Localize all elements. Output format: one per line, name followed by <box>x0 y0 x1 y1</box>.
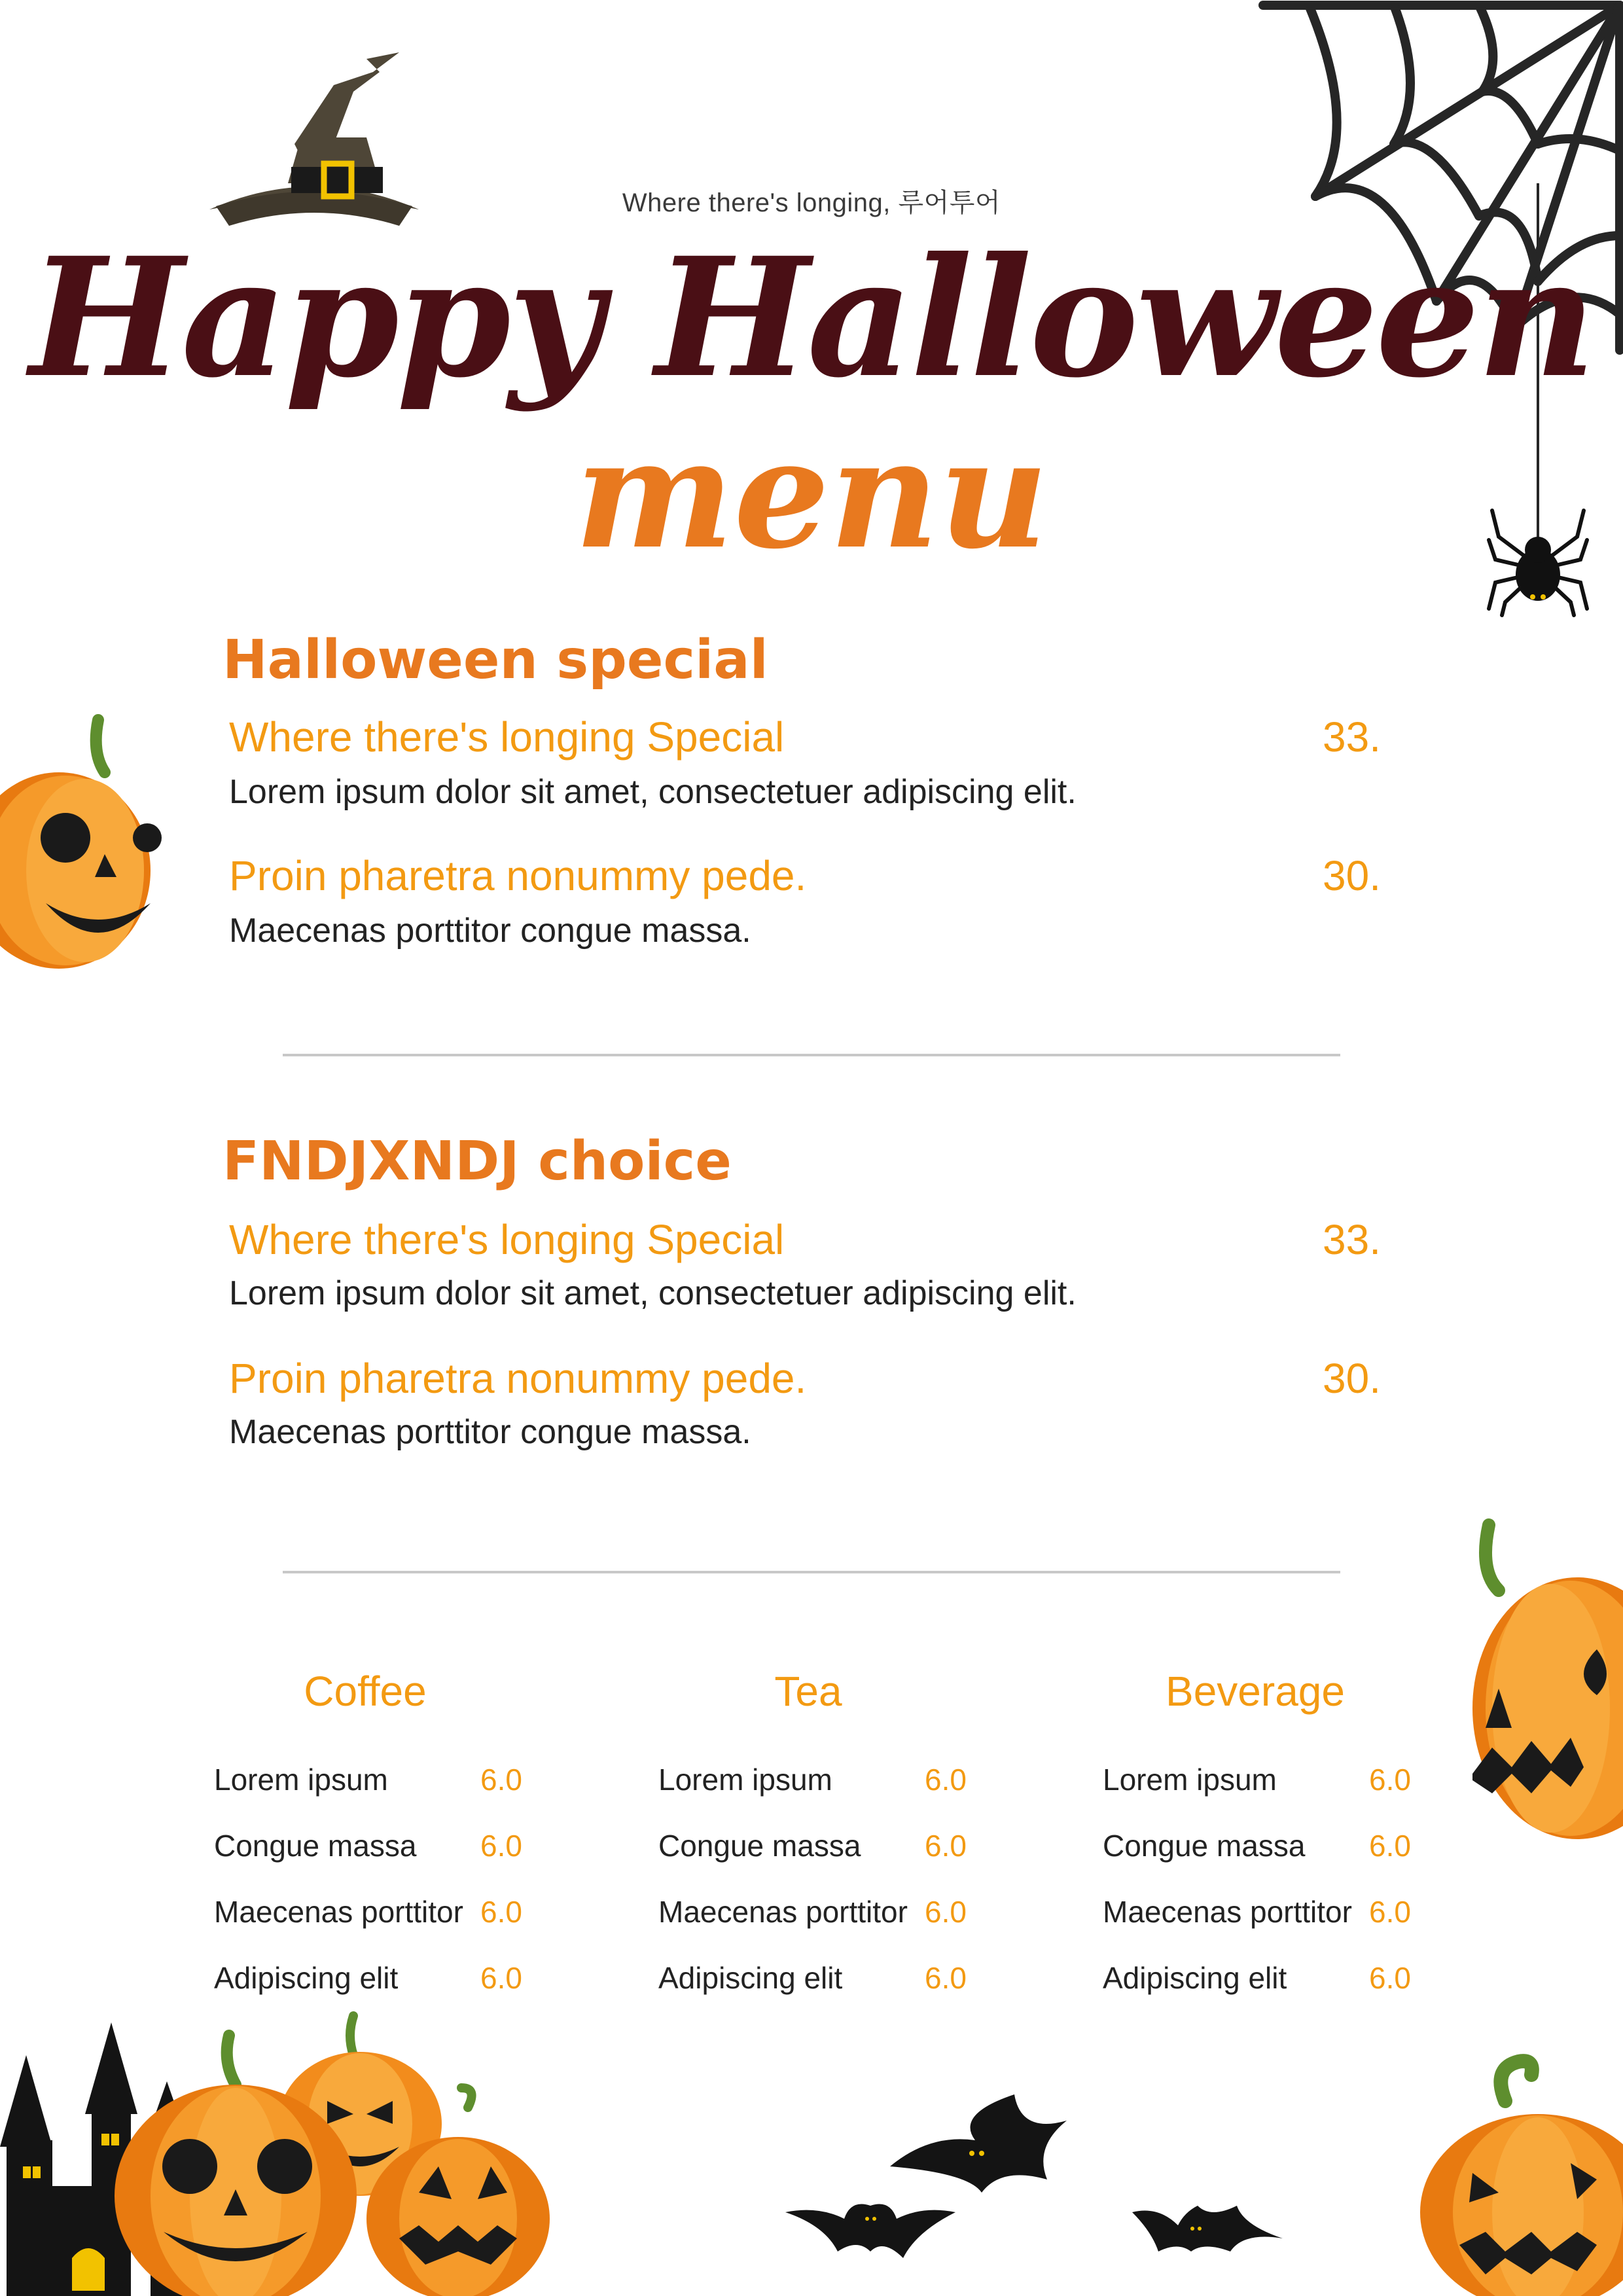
drink-name: Congue massa <box>1103 1829 1306 1863</box>
drink-name: Lorem ipsum <box>1103 1763 1277 1797</box>
menu-item-desc: Lorem ipsum dolor sit amet, consectetuer adipiscing elit. <box>229 1274 1077 1312</box>
menu-item-desc: Maecenas porttitor congue massa. <box>229 912 751 950</box>
drink-name: Lorem ipsum <box>658 1763 832 1797</box>
menu-item-name: Where there's longing Special <box>229 1216 785 1263</box>
pumpkin-icon <box>111 2009 556 2296</box>
drink-price: 6.0 <box>480 1961 522 1995</box>
drinks-column-title: Beverage <box>1166 1668 1345 1715</box>
drinks-column-title: Coffee <box>304 1668 427 1715</box>
menu-item-price: 30. <box>1323 852 1381 899</box>
page-title: Happy Halloween <box>29 221 1594 414</box>
drink-name: Lorem ipsum <box>214 1763 388 1797</box>
tagline: Where there's longing, 루어투어 <box>622 188 1001 217</box>
divider <box>283 1054 1340 1056</box>
menu-item-desc: Maecenas porttitor congue massa. <box>229 1413 751 1451</box>
section-title: FNDJXNDJ choice <box>223 1130 732 1193</box>
pumpkin-icon <box>1472 1518 1623 1846</box>
pumpkin-icon <box>1420 2049 1623 2296</box>
drink-name: Adipiscing elit <box>214 1961 399 1995</box>
drink-price: 6.0 <box>480 1829 522 1863</box>
menu-item-name: Proin pharetra nonummy pede. <box>229 1355 807 1402</box>
menu-item-price: 30. <box>1323 1355 1381 1402</box>
menu-item-name: Proin pharetra nonummy pede. <box>229 852 807 899</box>
drink-price: 6.0 <box>480 1895 522 1929</box>
drink-name: Congue massa <box>658 1829 861 1863</box>
drink-name: Maecenas porttitor <box>1103 1895 1352 1929</box>
drink-name: Maecenas porttitor <box>658 1895 908 1929</box>
drink-price: 6.0 <box>925 1961 967 1995</box>
menu-item-price: 33. <box>1323 713 1381 761</box>
menu-item-name: Where there's longing Special <box>229 713 785 761</box>
drink-name: Maecenas porttitor <box>214 1895 463 1929</box>
drink-name: Congue massa <box>214 1829 417 1863</box>
menu-item-desc: Lorem ipsum dolor sit amet, consectetuer adipiscing elit. <box>229 773 1077 811</box>
drinks-column-title: Tea <box>774 1668 842 1715</box>
drink-price: 6.0 <box>1369 1829 1411 1863</box>
drink-price: 6.0 <box>1369 1763 1411 1797</box>
drink-price: 6.0 <box>925 1763 967 1797</box>
bat-icon <box>785 2094 1296 2291</box>
drink-price: 6.0 <box>925 1829 967 1863</box>
drink-price: 6.0 <box>925 1895 967 1929</box>
menu-item-price: 33. <box>1323 1216 1381 1263</box>
drink-price: 6.0 <box>1369 1895 1411 1929</box>
drink-price: 6.0 <box>1369 1961 1411 1995</box>
drink-name: Adipiscing elit <box>1103 1961 1287 1995</box>
section-title: Halloween special <box>223 629 768 691</box>
drink-name: Adipiscing elit <box>658 1961 843 1995</box>
divider <box>283 1571 1340 1573</box>
page-subtitle: menu <box>574 406 1049 583</box>
pumpkin-icon <box>0 713 151 969</box>
drink-price: 6.0 <box>480 1763 522 1797</box>
